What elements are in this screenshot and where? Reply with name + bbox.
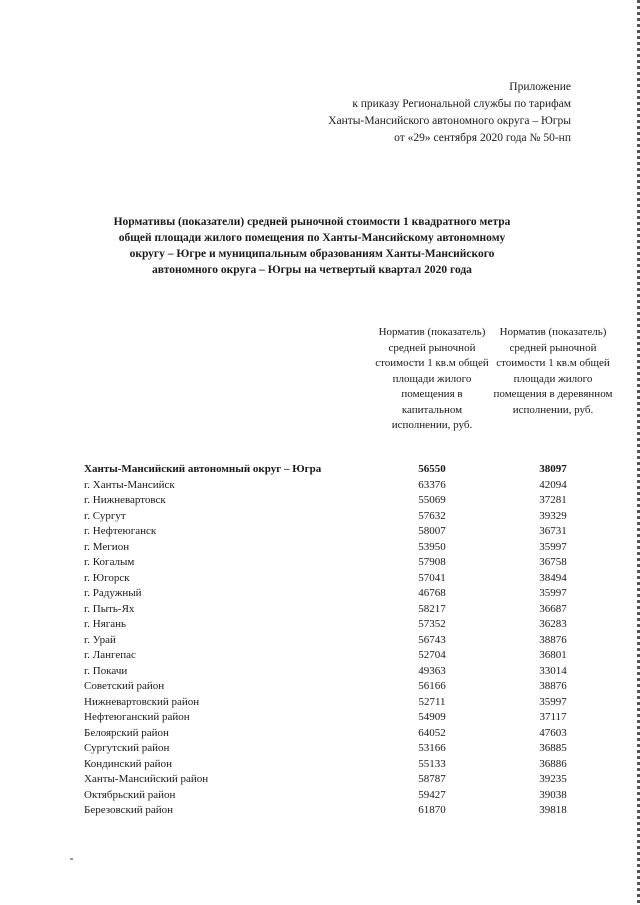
- row-name: Березовский район: [84, 804, 174, 816]
- row-value-wooden: 36283: [539, 618, 567, 630]
- appendix-label: Приложение: [509, 81, 571, 93]
- row-value-capital: 57908: [418, 556, 446, 568]
- row-value-wooden: 36687: [539, 602, 567, 615]
- row-name: г. Мегион: [84, 540, 130, 553]
- row-value-capital: 59427: [418, 788, 446, 801]
- row-value-capital: 46768: [418, 587, 446, 599]
- row-value-capital: 52711: [418, 695, 446, 708]
- table-row: [84, 679, 604, 695]
- table-row: [84, 602, 604, 618]
- row-value-capital: 53166: [418, 742, 446, 754]
- row-name: Сургутский район: [84, 742, 170, 754]
- row-name: г. Ханты-Мансийск: [84, 478, 175, 491]
- row-name: Ханты-Мансийский район: [84, 773, 209, 785]
- row-value-wooden: 37117: [539, 711, 567, 723]
- row-value-wooden: 38876: [539, 633, 567, 646]
- document-title: [72, 214, 552, 278]
- table-row: [84, 493, 604, 509]
- row-value-wooden: 39038: [539, 788, 567, 801]
- row-value-wooden: 38494: [539, 571, 567, 584]
- row-value-wooden: 47603: [539, 726, 567, 739]
- row-name: Октябрьский район: [84, 788, 176, 801]
- table-row: [84, 726, 604, 742]
- table-row: [84, 633, 604, 649]
- table-body: [84, 478, 604, 819]
- row-name: Ханты-Мансийский автономный округ – Югра: [84, 463, 322, 475]
- row-name: Нефтеюганский район: [84, 711, 190, 723]
- row-name: г. Урай: [84, 633, 116, 646]
- norms-table: [84, 462, 604, 819]
- title-line-2: общей площади жилого помещения по Ханты-Мансийскому автономному: [118, 232, 506, 244]
- scan-artifact: [70, 858, 73, 860]
- row-value-wooden: 36886: [539, 757, 567, 770]
- table-row: [84, 664, 604, 680]
- row-value-capital: 63376: [418, 478, 446, 491]
- row-value-capital: 61870: [418, 804, 446, 816]
- row-value-capital: 57632: [418, 509, 446, 522]
- table-row: [84, 524, 604, 540]
- table-row-total: [84, 462, 604, 478]
- row-name: г. Нижневартовск: [84, 494, 166, 506]
- row-value-capital: 58007: [418, 525, 446, 537]
- table-row: [84, 803, 604, 819]
- row-value-wooden: 35997: [539, 540, 567, 553]
- row-value-wooden: 36801: [539, 649, 567, 661]
- row-name: Советский район: [84, 680, 165, 692]
- table-row: [84, 772, 604, 788]
- appendix-order-ref: к приказу Региональной службы по тарифам: [352, 98, 571, 110]
- table-row: [84, 540, 604, 556]
- title-line-1: Нормативы (показатели) средней рыночной стоимости 1 квадратного метра: [113, 216, 511, 228]
- table-row: [84, 617, 604, 633]
- column-header-wooden: Норматив (показатель) средней рыночной стоимости 1 кв.м общей площади жилого помещения в деревянном исполнении, руб.: [493, 326, 613, 416]
- row-value-wooden: 42094: [539, 478, 567, 491]
- table-row: [84, 571, 604, 587]
- row-value-wooden: 36885: [539, 742, 567, 754]
- row-value-wooden: 35997: [539, 587, 567, 599]
- row-value-wooden: 39235: [539, 773, 567, 785]
- row-value-wooden: 39329: [539, 509, 567, 522]
- appendix-region: Ханты-Мансийского автономного округа – Югры: [328, 115, 571, 127]
- table-row: [84, 586, 604, 602]
- row-name: г. Югорск: [84, 571, 130, 584]
- row-value-capital: 55069: [418, 494, 446, 506]
- title-line-3: округу – Югре и муниципальным образованиям Ханты-Мансийского: [129, 248, 495, 260]
- row-value-wooden: 36758: [539, 556, 567, 568]
- column-header-capital: Норматив (показатель) средней рыночной стоимости 1 кв.м общей площади жилого помещения в капитальном исполнении, руб.: [375, 326, 489, 431]
- table-row: [84, 710, 604, 726]
- row-name: г. Лангепас: [84, 649, 136, 661]
- row-name: г. Пыть-Ях: [84, 602, 135, 615]
- title-line-4: автономного округа – Югры на четвертый квартал 2020 года: [152, 264, 472, 276]
- row-value-wooden: 37281: [539, 494, 567, 506]
- row-name: г. Когалым: [84, 556, 135, 568]
- row-value-wooden: 33014: [539, 664, 567, 677]
- row-name: Нижневартовский район: [84, 695, 200, 708]
- row-value-wooden: 38876: [539, 680, 567, 692]
- row-value-capital: 64052: [418, 726, 446, 739]
- row-value-capital: 56166: [418, 680, 446, 692]
- row-value-capital: 58217: [418, 602, 446, 615]
- appendix-date-number: от «29» сентября 2020 года № 50-нп: [394, 132, 571, 144]
- table-row: [84, 555, 604, 571]
- table-row: [84, 509, 604, 525]
- row-value-capital: 57352: [418, 618, 446, 630]
- row-value-wooden: 35997: [539, 695, 567, 708]
- row-name: г. Сургут: [84, 509, 126, 522]
- row-value-capital: 52704: [418, 649, 446, 661]
- appendix-header: [241, 79, 571, 147]
- row-name: Кондинский район: [84, 757, 172, 770]
- table-row: [84, 757, 604, 773]
- row-value-capital: 57041: [418, 571, 446, 584]
- row-value-capital: 49363: [418, 664, 446, 677]
- row-name: Белоярский район: [84, 726, 169, 739]
- row-value-capital: 56550: [418, 463, 446, 475]
- row-name: г. Радужный: [84, 587, 142, 599]
- table-row: [84, 741, 604, 757]
- table-row: [84, 695, 604, 711]
- row-value-wooden: 38097: [539, 463, 567, 475]
- row-value-capital: 53950: [418, 540, 446, 553]
- row-name: г. Нефтеюганск: [84, 525, 157, 537]
- row-value-wooden: 36731: [539, 525, 567, 537]
- row-value-capital: 54909: [418, 711, 446, 723]
- row-value-capital: 56743: [418, 633, 446, 646]
- row-value-capital: 55133: [418, 757, 446, 770]
- row-name: г. Покачи: [84, 664, 128, 677]
- table-row: [84, 648, 604, 664]
- row-value-capital: 58787: [418, 773, 446, 785]
- table-row: [84, 478, 604, 494]
- table-row: [84, 788, 604, 804]
- row-value-wooden: 39818: [539, 804, 567, 816]
- row-name: г. Нягань: [84, 618, 127, 630]
